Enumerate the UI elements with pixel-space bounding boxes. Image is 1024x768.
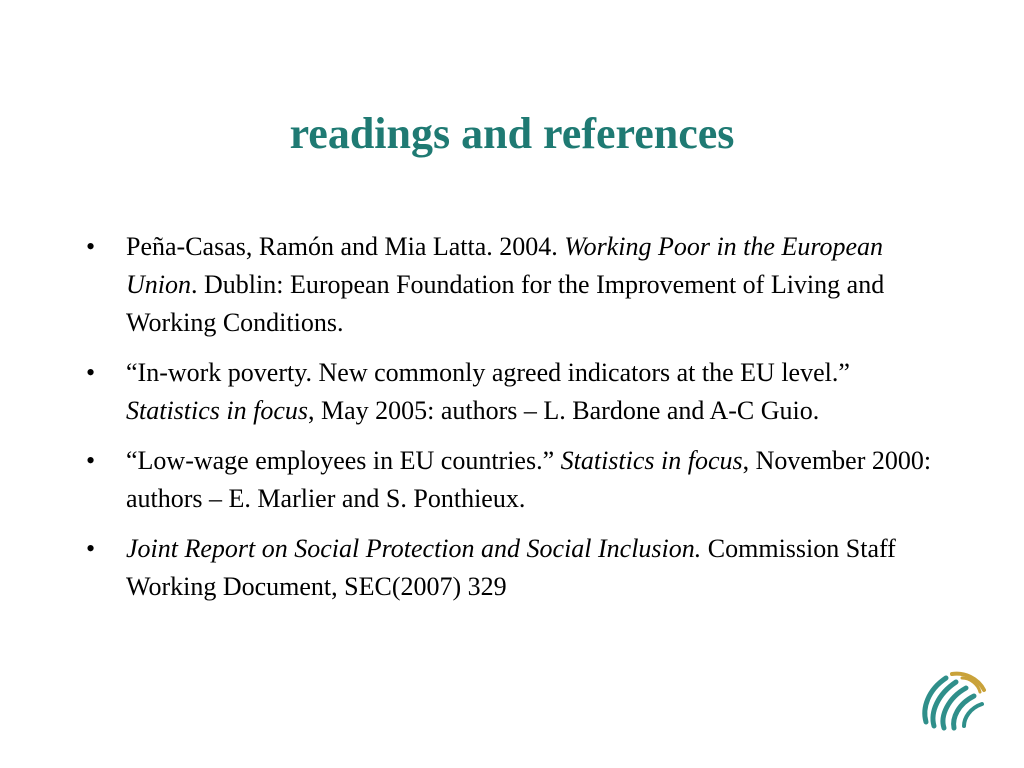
- reference-text: Commission Staff Working Document, SEC(2007) 329: [126, 534, 896, 601]
- reference-title-italic: Working Poor in the European Union: [126, 232, 884, 299]
- reference-item-4: [86, 530, 946, 606]
- reference-text: “In-work poverty. New commonly agreed indicators at the EU level.”: [126, 358, 850, 387]
- reference-title-italic: Statistics in focus: [560, 446, 743, 475]
- bullet-icon: •: [86, 446, 96, 475]
- slide-title: readings and references: [289, 109, 735, 158]
- reference-text: Peña-Casas, Ramón and Mia Latta. 2004.: [126, 232, 565, 261]
- reference-text: , November 2000: authors – E. Marlier and S. Ponthieux.: [126, 446, 932, 513]
- reference-text: “Low-wage employees in EU countries.”: [126, 446, 561, 475]
- bullet-icon: •: [86, 534, 96, 563]
- reference-text: . Dublin: European Foundation for the Improvement of Living and Working Conditions.: [126, 270, 885, 337]
- reference-title-italic: Statistics in focus: [126, 396, 308, 425]
- globe-swirl-logo-icon: [912, 664, 992, 736]
- reference-item-3: [86, 442, 946, 518]
- bullet-icon: •: [86, 358, 96, 387]
- reference-text: , May 2005: authors – L. Bardone and A-C Guio.: [308, 396, 820, 425]
- reference-item-2: [86, 354, 946, 430]
- bullet-icon: •: [86, 232, 96, 261]
- reference-item-1: [86, 228, 946, 342]
- reference-list: [86, 228, 946, 618]
- reference-title-italic: Joint Report on Social Protection and Social Inclusion.: [126, 534, 702, 563]
